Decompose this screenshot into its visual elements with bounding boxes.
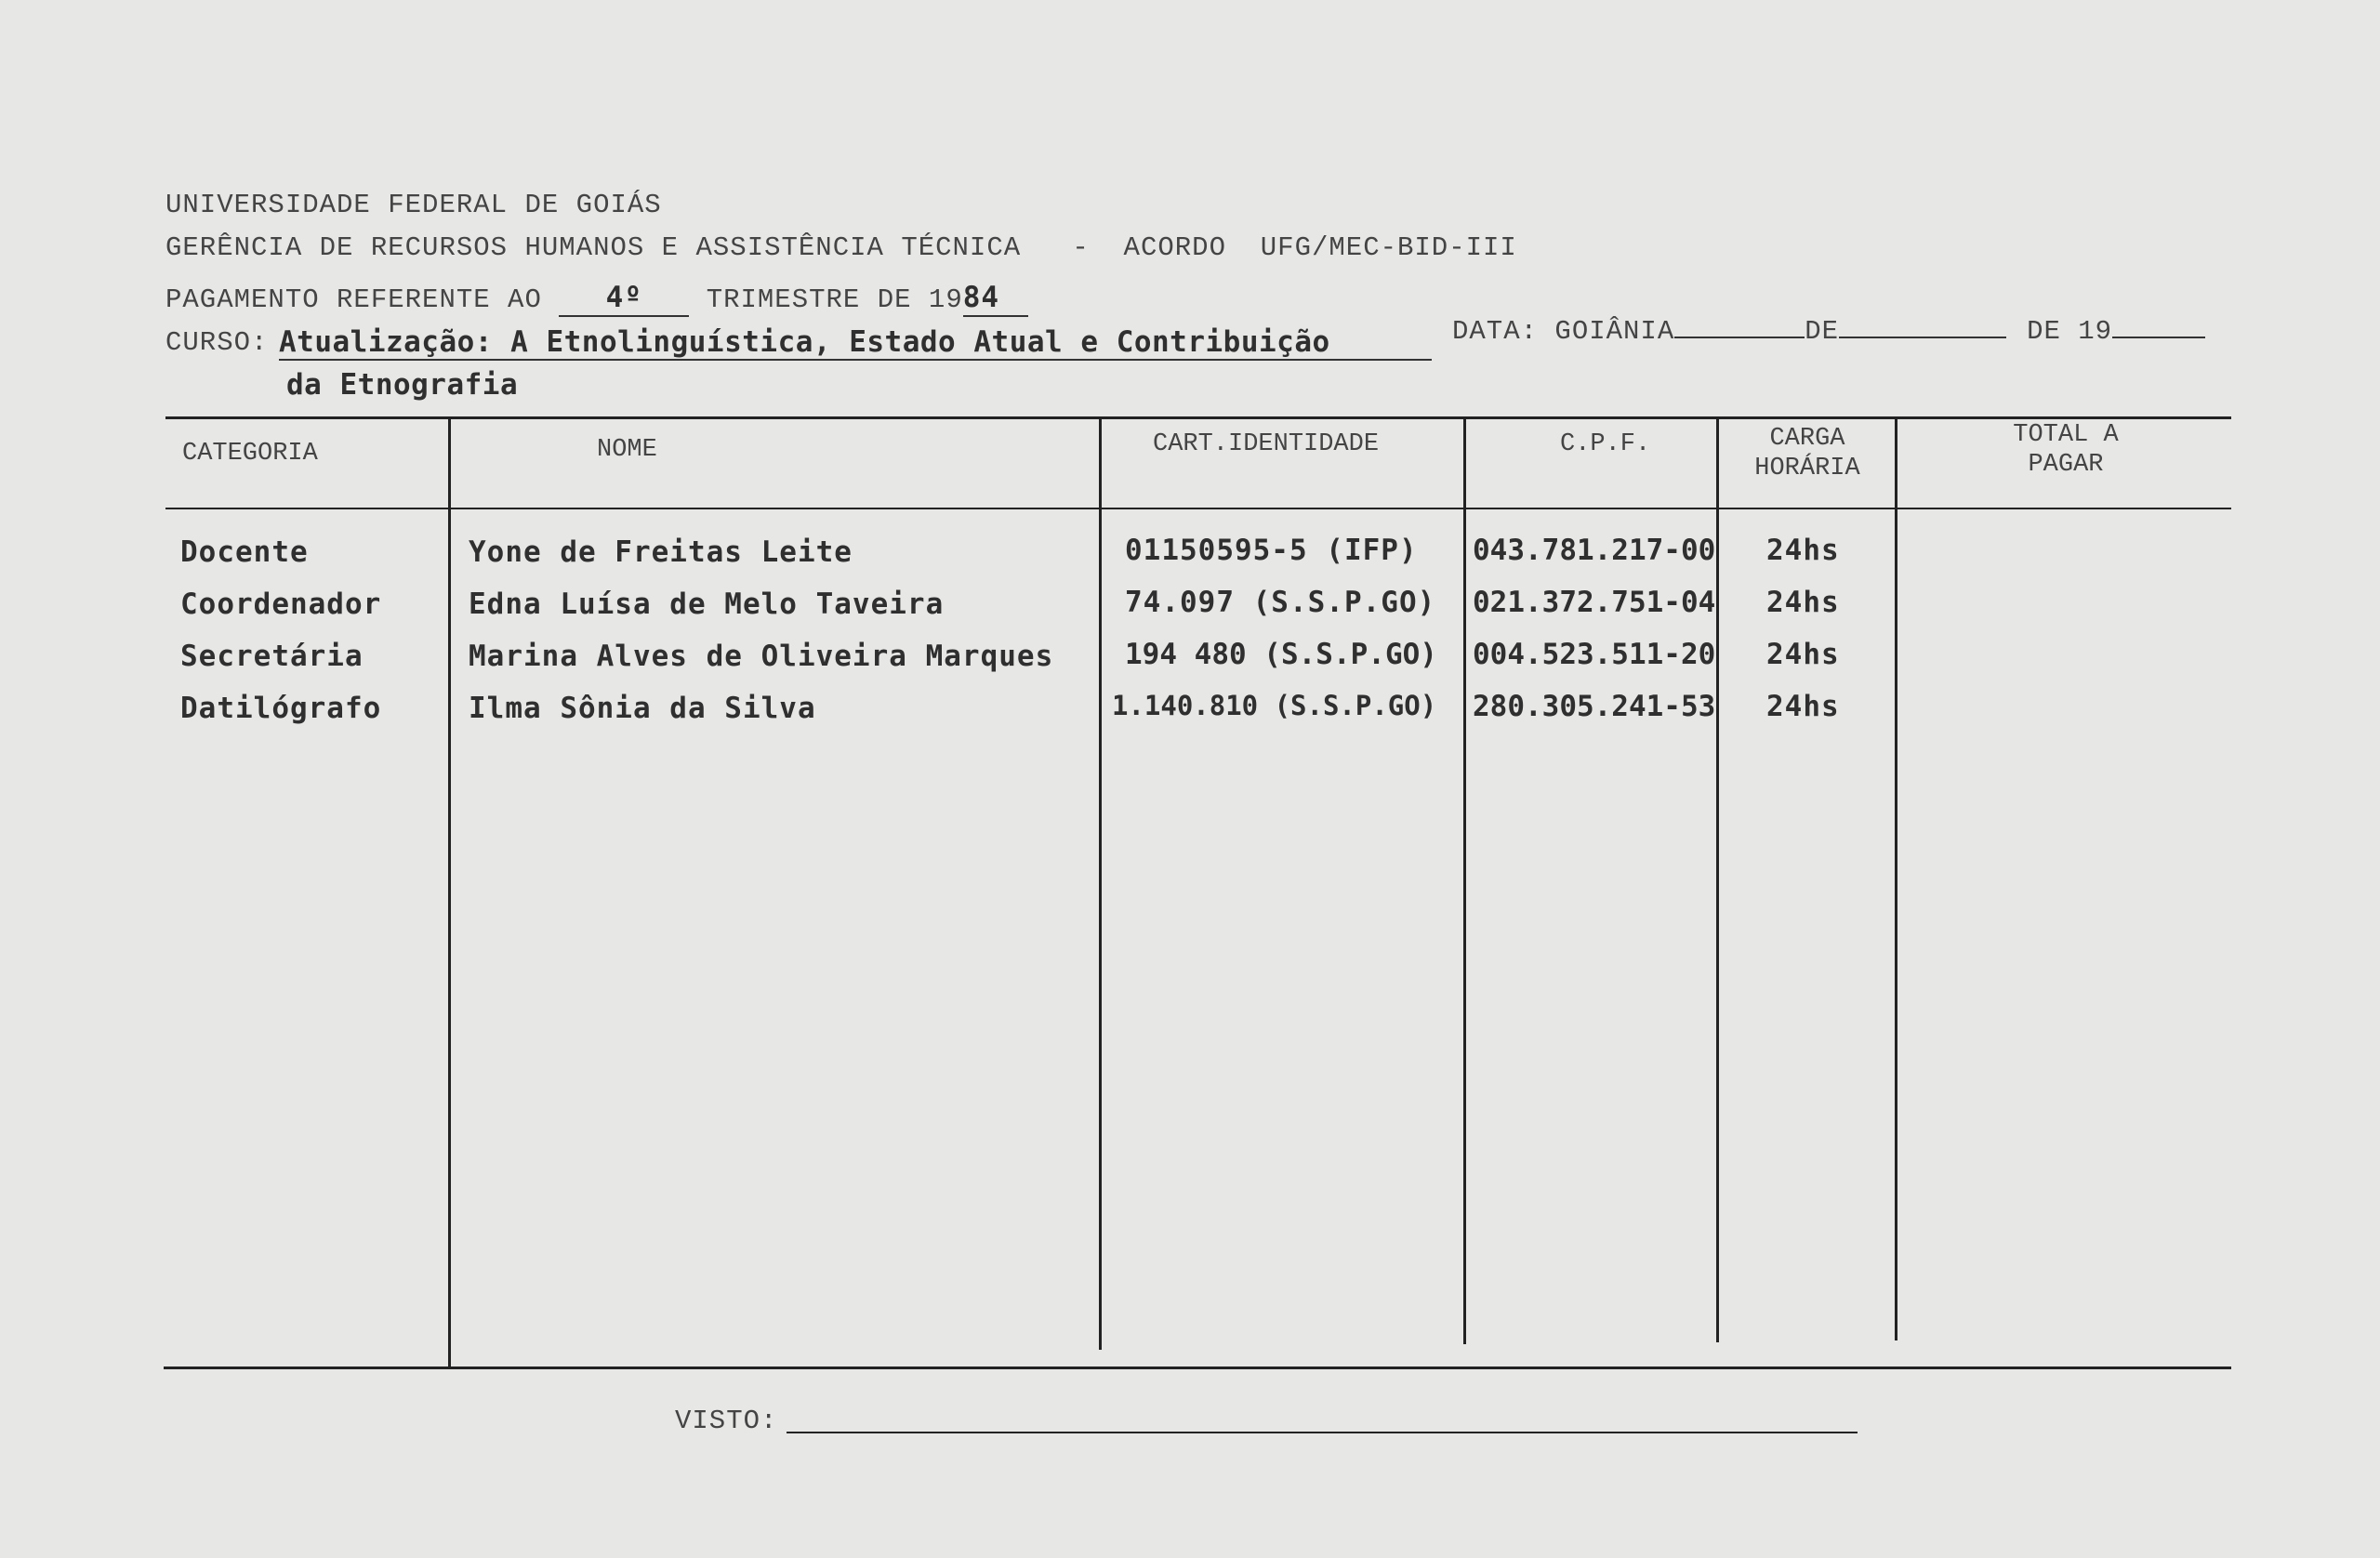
cell-nome: Ilma Sônia da Silva bbox=[469, 692, 816, 725]
month-field bbox=[1839, 337, 2006, 338]
cell-nome: Marina Alves de Oliveira Marques bbox=[469, 640, 1054, 673]
column-divider-5 bbox=[1895, 418, 1897, 1340]
column-header-identidade: CART.IDENTIDADE bbox=[1153, 430, 1380, 458]
year-suffix-field bbox=[2112, 337, 2205, 338]
data-label: DATA: GOIÂNIA bbox=[1452, 316, 1675, 347]
curso-label: CURSO: bbox=[165, 327, 269, 358]
cell-nome: Yone de Freitas Leite bbox=[469, 535, 853, 569]
curso-field bbox=[279, 325, 1432, 361]
column-header-carga bbox=[1722, 424, 1893, 483]
de19-label: DE 19 bbox=[2027, 316, 2113, 347]
day-field bbox=[1674, 337, 1805, 338]
column-divider-1 bbox=[448, 418, 451, 1367]
year-value: 84 bbox=[962, 281, 1000, 314]
column-header-categoria: CATEGORIA bbox=[182, 440, 318, 468]
cell-carga: 24hs bbox=[1766, 690, 1840, 723]
column-header-total bbox=[1900, 420, 2231, 480]
column-divider-3 bbox=[1463, 418, 1466, 1344]
column-divider-4 bbox=[1716, 418, 1719, 1342]
cell-cpf: 043.781.217-00 bbox=[1473, 534, 1716, 567]
total-line2: PAGAR bbox=[2028, 451, 2104, 479]
cell-identidade: 01150595-5 (IFP) bbox=[1125, 534, 1418, 567]
trimestre-field bbox=[559, 281, 689, 317]
cell-carga: 24hs bbox=[1766, 638, 1840, 671]
cell-categoria: Coordenador bbox=[180, 588, 382, 621]
cell-identidade: 74.097 (S.S.P.GO) bbox=[1125, 586, 1436, 619]
cell-identidade: 1.140.810 (S.S.P.GO) bbox=[1112, 690, 1437, 721]
cell-categoria: Datilógrafo bbox=[180, 692, 382, 725]
cell-cpf: 021.372.751-04 bbox=[1473, 586, 1716, 619]
column-header-cpf: C.P.F. bbox=[1560, 430, 1651, 458]
de-label: DE bbox=[1805, 316, 1840, 347]
cell-cpf: 280.305.241-53 bbox=[1473, 690, 1716, 723]
date-line bbox=[1452, 316, 2205, 347]
column-divider-2 bbox=[1099, 418, 1102, 1350]
curso-value-line1: Atualização: A Etnolinguística, Estado Atual e Contribuição bbox=[279, 325, 1330, 359]
year-field bbox=[963, 281, 1028, 317]
cell-carga: 24hs bbox=[1766, 586, 1840, 619]
visto-label: VISTO: bbox=[675, 1406, 778, 1436]
cell-nome: Edna Luísa de Melo Taveira bbox=[469, 588, 945, 621]
payment-prefix: PAGAMENTO REFERENTE AO bbox=[165, 284, 542, 315]
department-line: GERÊNCIA DE RECURSOS HUMANOS E ASSISTÊNCIA TÉCNICA - ACORDO UFG/MEC-BID-III bbox=[165, 232, 1517, 263]
cell-carga: 24hs bbox=[1766, 534, 1840, 567]
cell-categoria: Secretária bbox=[180, 640, 364, 673]
total-line1: TOTAL A bbox=[2013, 421, 2119, 449]
cell-categoria: Docente bbox=[180, 535, 309, 569]
table-bottom-border bbox=[164, 1367, 2231, 1369]
visto-signature-line bbox=[787, 1432, 1858, 1433]
curso-value-line2: da Etnografia bbox=[286, 368, 519, 402]
trimestre-value: 4º bbox=[605, 281, 642, 314]
table-top-border bbox=[165, 416, 2231, 419]
cell-cpf: 004.523.511-20 bbox=[1473, 638, 1716, 671]
institution-name: UNIVERSIDADE FEDERAL DE GOIÁS bbox=[165, 190, 662, 220]
payment-reference-line bbox=[165, 281, 1028, 317]
carga-line2: HORÁRIA bbox=[1754, 455, 1860, 482]
trimestre-label: TRIMESTRE DE 19 bbox=[706, 284, 963, 315]
table-header-divider bbox=[165, 508, 2231, 509]
column-header-nome: NOME bbox=[597, 436, 657, 464]
cell-identidade: 194 480 (S.S.P.GO) bbox=[1125, 638, 1437, 671]
carga-line1: CARGA bbox=[1769, 425, 1845, 453]
